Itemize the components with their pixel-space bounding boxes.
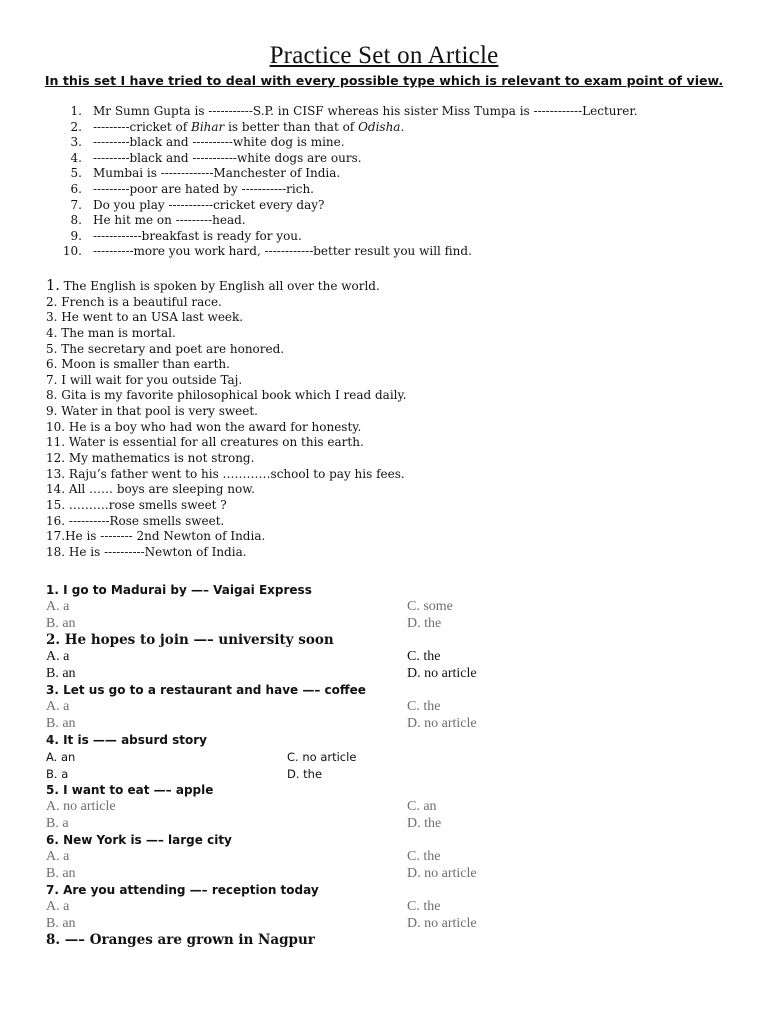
option-row: [46, 916, 726, 933]
list-item: 9. Water in that pool is very sweet.: [46, 404, 258, 419]
mcq-question: [46, 782, 726, 832]
list-item: 8. Gita is my favorite philosophical book which I read daily.: [46, 388, 407, 403]
item-text: Mr Sumn Gupta is -----------S.P. in CISF whereas his sister Miss Tumpa is ------------Lecturer.: [93, 104, 638, 118]
option-d: D. no article: [407, 665, 477, 681]
option-a: A. an: [46, 750, 76, 764]
option-c: C. the: [407, 899, 441, 914]
item-number: 9.: [70, 228, 82, 243]
item-number: 1.: [70, 104, 82, 118]
item-text-pre: ---------cricket of: [93, 119, 191, 134]
list-item: 14. All …… boys are sleeping now.: [46, 482, 255, 497]
item-text: ----------more you work hard, ------------better result you will find.: [93, 244, 472, 259]
item-text: ---------poor are hated by -----------rich.: [93, 181, 314, 196]
mcq-question: [46, 632, 726, 682]
question-text: 7. Are you attending —– reception today: [46, 883, 319, 897]
option-a: A. a: [46, 849, 70, 864]
option-row: [46, 799, 726, 816]
option-row: [46, 716, 726, 733]
option-row: [46, 666, 726, 683]
option-b: B. an: [46, 665, 76, 681]
option-b: B. a: [46, 815, 69, 831]
list-item: 17.He is -------- 2nd Newton of India.: [46, 529, 266, 544]
page-title: Practice Set on Article: [269, 42, 499, 69]
list-item: 13. Raju’s father went to his …………school to pay his fees.: [46, 466, 405, 481]
option-row: [46, 849, 726, 866]
option-row: [46, 616, 726, 633]
list-item: 2. French is a beautiful race.: [46, 294, 222, 309]
option-row: [46, 766, 726, 783]
option-c: C. the: [407, 849, 441, 864]
option-d: D. the: [287, 766, 323, 781]
option-c: C. some: [407, 599, 453, 614]
list-item: 12. My mathematics is not strong.: [46, 451, 255, 466]
list-item: 5. The secretary and poet are honored.: [46, 341, 285, 356]
mcq-section: [46, 582, 726, 949]
option-d: D. the: [407, 615, 442, 631]
list-item: 11. Water is essential for all creatures on this earth.: [46, 435, 364, 450]
item-number: 4.: [70, 150, 82, 165]
option-b: B. an: [46, 715, 76, 731]
mcq-question: [46, 882, 726, 932]
question-text: 8. —– Oranges are grown in Nagpur: [46, 932, 315, 948]
item-number: 8.: [70, 213, 82, 228]
correction-list: [46, 279, 407, 561]
item-number: 10.: [62, 244, 82, 259]
list-item: 16. ----------Rose smells sweet.: [46, 513, 225, 528]
option-a: A. a: [46, 699, 70, 714]
list-item: [58, 229, 638, 245]
question-text: 4. It is —— absurd story: [46, 733, 207, 747]
list-item: 7. I will wait for you outside Taj.: [46, 372, 243, 387]
list-item: 3. He went to an USA last week.: [46, 310, 244, 325]
question-text: 3. Let us go to a restaurant and have —– coffee: [46, 683, 366, 697]
option-b: B. an: [46, 615, 76, 631]
item-number: 3.: [70, 135, 82, 150]
option-d: D. no article: [407, 865, 477, 881]
option-d: D. the: [407, 815, 442, 831]
item-text-mid: is better than that of: [224, 119, 359, 134]
item-number: 5.: [70, 166, 82, 181]
list-item: [58, 166, 638, 182]
fill-blank-list: [58, 104, 638, 260]
list-item: [58, 104, 638, 120]
option-c: C. the: [407, 699, 441, 714]
mcq-question: [46, 732, 726, 782]
list-item: [58, 135, 638, 151]
list-item: [58, 213, 638, 229]
question-text: 5. I want to eat —– apple: [46, 783, 214, 797]
option-row: [46, 816, 726, 833]
item-text: ------------breakfast is ready for you.: [93, 228, 302, 243]
list-item: [46, 279, 407, 295]
item-number: 2.: [70, 119, 82, 134]
item-number: 6.: [70, 181, 82, 196]
item-number: 1.: [46, 278, 60, 294]
option-d: D. no article: [407, 715, 477, 731]
item-text: ---------black and ----------white dog is mine.: [93, 135, 345, 150]
option-a: A. a: [46, 649, 70, 664]
option-c: C. the: [407, 649, 441, 664]
list-item: [58, 151, 638, 167]
page-subtitle: In this set I have tried to deal with every possible type which is relevant to exam point of view.: [44, 73, 724, 88]
option-b: B. an: [46, 915, 76, 931]
option-row: [46, 899, 726, 916]
question-text: 6. New York is —– large city: [46, 833, 232, 847]
list-item: [58, 198, 638, 214]
option-c: C. an: [407, 799, 437, 814]
item-text: He hit me on ---------head.: [93, 213, 246, 228]
item-text: Do you play -----------cricket every day?: [93, 197, 325, 212]
list-item: 15. ……….rose smells sweet ?: [46, 497, 227, 512]
list-item: [58, 244, 638, 260]
option-a: A. no article: [46, 799, 116, 814]
item-text-italic: Odisha: [358, 119, 401, 134]
question-text: 2. He hopes to join —– university soon: [46, 632, 334, 648]
item-text: The English is spoken by English all over the world.: [59, 279, 380, 293]
option-row: [46, 699, 726, 716]
list-item: 4. The man is mortal.: [46, 325, 176, 340]
item-text: ---------black and -----------white dogs are ours.: [93, 150, 362, 165]
option-a: A. a: [46, 899, 70, 914]
option-row: [46, 749, 726, 766]
option-row: [46, 599, 726, 616]
list-item: 6. Moon is smaller than earth.: [46, 357, 230, 372]
mcq-question: [46, 582, 726, 632]
item-text: Mumbai is -------------Manchester of India.: [93, 166, 341, 181]
mcq-question: [46, 682, 726, 732]
mcq-question: [46, 832, 726, 882]
list-item: [58, 120, 638, 136]
item-text-post: .: [400, 119, 405, 134]
item-text-italic: Bihar: [191, 119, 225, 134]
option-row: [46, 866, 726, 883]
list-item: 18. He is ----------Newton of India.: [46, 544, 247, 559]
list-item: 10. He is a boy who had won the award for honesty.: [46, 419, 362, 434]
option-c: C. no article: [287, 750, 357, 764]
option-b: B. an: [46, 865, 76, 881]
item-number: 7.: [70, 197, 82, 212]
option-row: [46, 649, 726, 666]
option-d: D. no article: [407, 915, 477, 931]
option-a: A. a: [46, 599, 70, 614]
option-b: B. a: [46, 766, 69, 781]
list-item: [58, 182, 638, 198]
question-text: 1. I go to Madurai by —– Vaigai Express: [46, 583, 312, 597]
mcq-question: [46, 932, 726, 949]
